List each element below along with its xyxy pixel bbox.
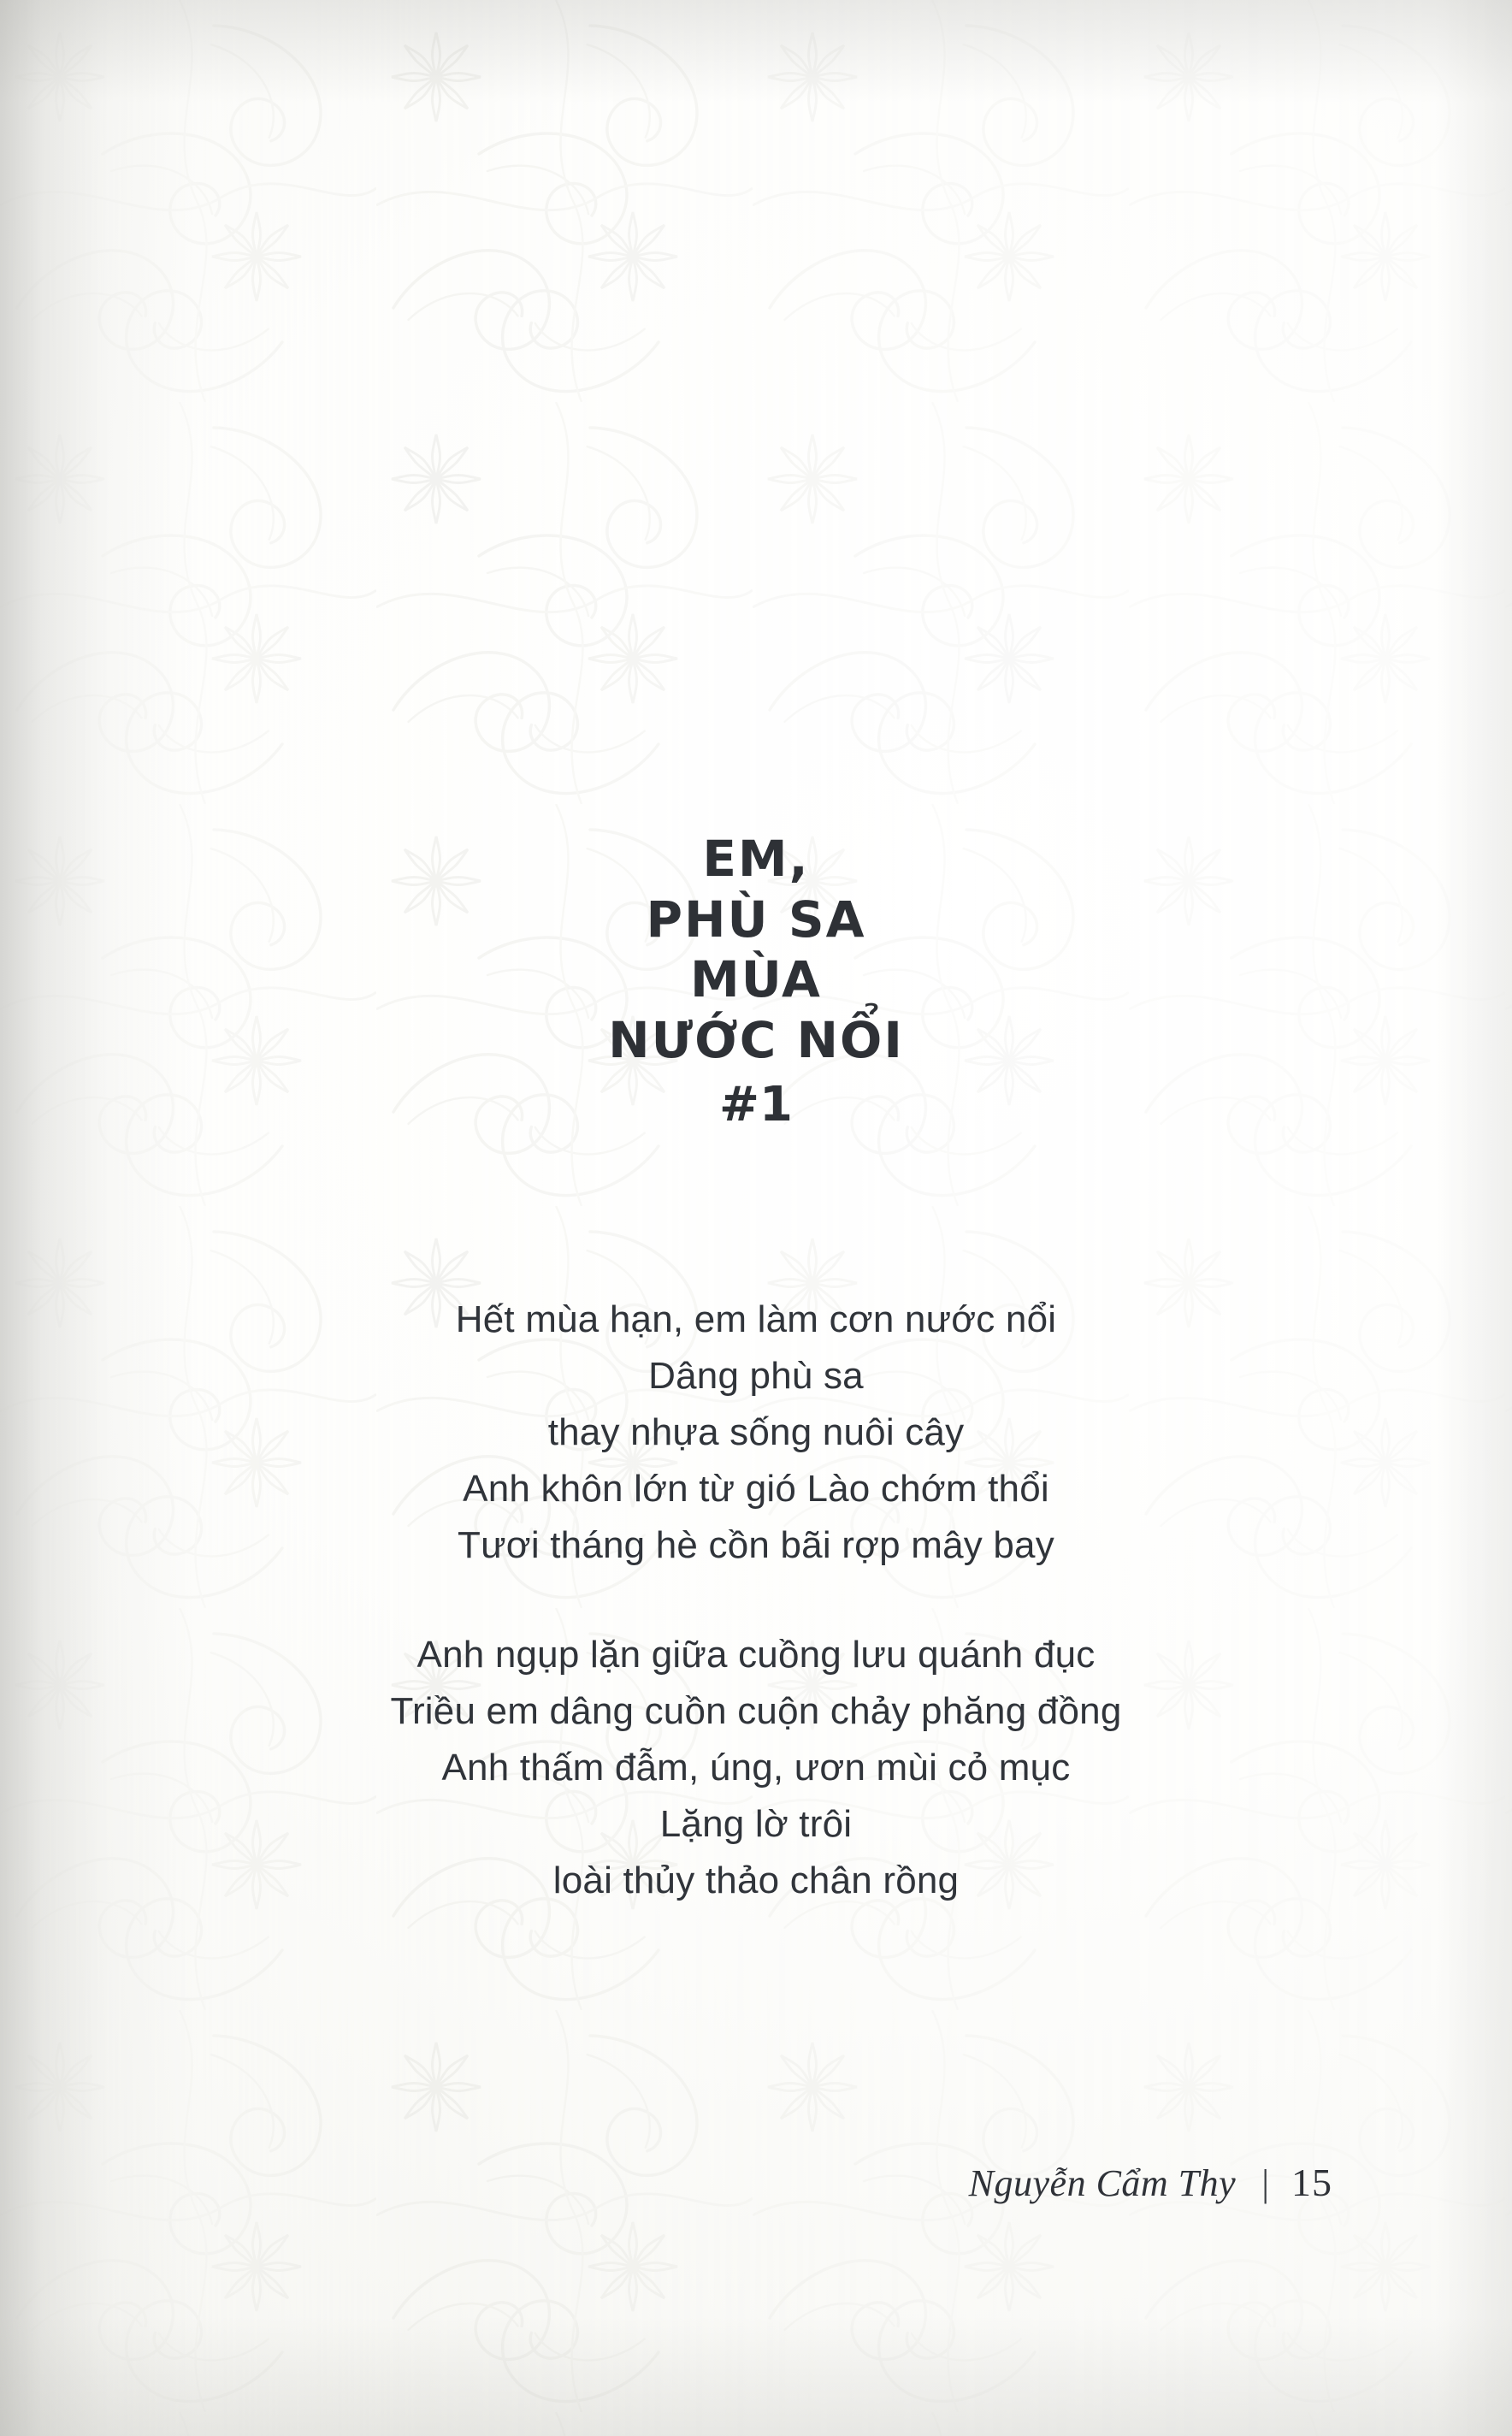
verse-line: Hết mùa hạn, em làm cơn nước nổi	[455, 1298, 1057, 1340]
poem-title-line-1: EM,	[702, 829, 810, 888]
poem-title-line-2: PHÙ SA	[646, 890, 866, 949]
footer-divider: |	[1261, 2162, 1269, 2204]
verse-line: Tươi tháng hè cồn bãi rợp mây bay	[458, 1524, 1054, 1566]
poem-title-number: #1	[719, 1076, 793, 1132]
poem-title-line-4: NƯỚC NỔI	[608, 1011, 904, 1070]
stanza-2	[0, 1627, 1512, 1909]
verse-line: loài thủy thảo chân rồng	[552, 1860, 960, 1901]
verse-line: Anh ngụp lặn giữa cuồng lưu quánh đục	[416, 1634, 1096, 1676]
verse-line: thay nhựa sống nuôi cây	[547, 1411, 965, 1453]
verse-line: Triều em dâng cuồn cuộn chảy phăng đồng	[390, 1690, 1122, 1732]
author-name: Nguyễn Cẩm Thy	[968, 2162, 1237, 2204]
poem-title	[0, 829, 1512, 1134]
page-footer	[0, 2160, 1512, 2205]
verse-line: Anh thấm đẫm, úng, ươn mùi cỏ mục	[441, 1747, 1071, 1789]
page-number: 15	[1291, 2161, 1332, 2204]
poem-body	[0, 1292, 1512, 1909]
poem-title-line-3: MÙA	[690, 950, 822, 1009]
stanza-1	[0, 1292, 1512, 1574]
verse-line: Lặng lờ trôi	[659, 1803, 853, 1845]
verse-line: Anh khôn lớn từ gió Lào chớm thổi	[463, 1468, 1049, 1510]
verse-line: Dâng phù sa	[648, 1355, 864, 1397]
